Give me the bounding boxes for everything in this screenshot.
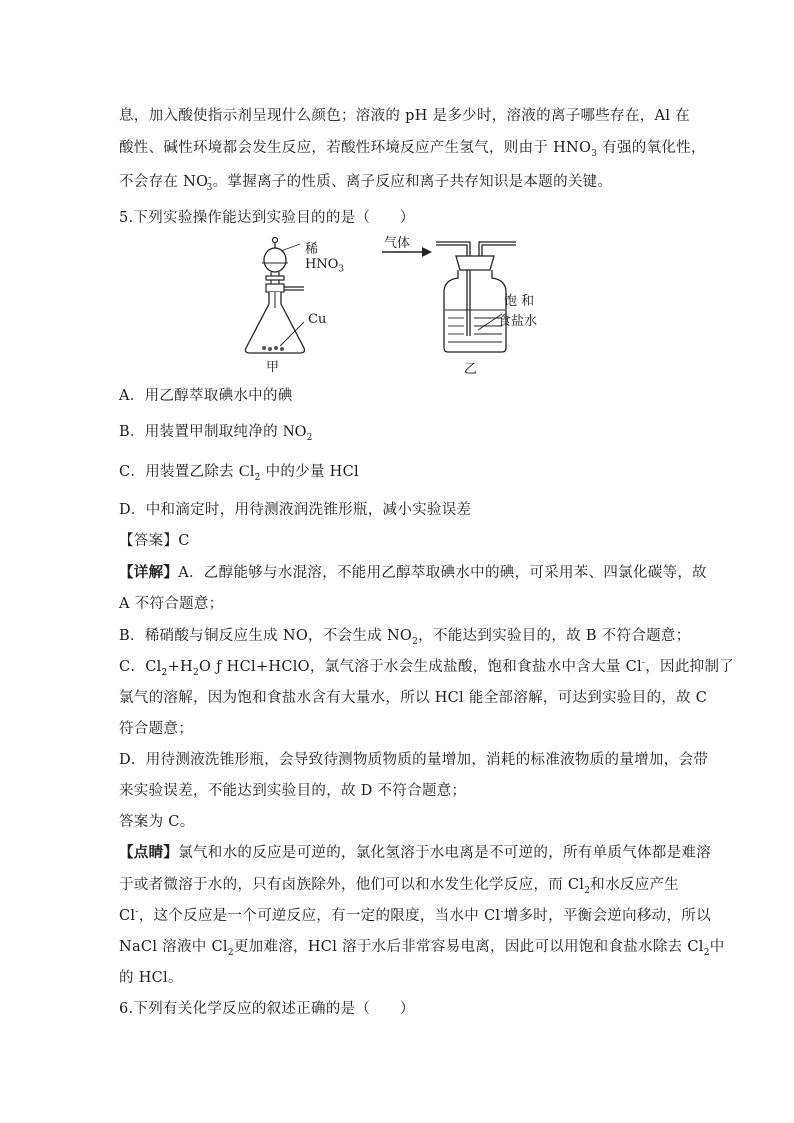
text: 中 — [709, 939, 725, 955]
conclusion — [119, 810, 195, 831]
option-b — [119, 420, 313, 443]
text: 的 HCl。 — [119, 970, 183, 986]
text: 中的少量 HCl — [260, 464, 359, 480]
text: 5.下列实验操作能达到实验目的的是（ ） — [119, 210, 415, 226]
detail-line-3 — [119, 624, 691, 647]
label-cu: Cu — [308, 312, 327, 327]
text: Cl — [119, 908, 136, 924]
caption-yi: 乙 — [464, 362, 478, 377]
note-line-1 — [119, 841, 711, 862]
label-salt-water: 食盐水 — [498, 314, 538, 329]
text: 不会存在 NO — [119, 174, 209, 190]
text: ，因此抑制了 — [645, 659, 735, 675]
detail-line-2 — [119, 592, 223, 613]
subscript: 2 — [161, 667, 168, 678]
text: D．用待测液洗锥形瓶，会导致待测物质物质的量增加，消耗的标准液物质的量增加，会带 — [119, 752, 709, 768]
text: 于或者微溶于水的，只有卤族除外，他们可以和水发生化学反应，而 Cl — [119, 877, 585, 893]
note-line-2 — [119, 873, 679, 896]
question-6-stem — [119, 997, 415, 1018]
text: ，这个反应是一个可逆反应，有一定的限度，当水中 Cl — [138, 908, 501, 924]
paragraph-line-1 — [119, 104, 690, 125]
detail-line-6 — [119, 717, 193, 738]
superscript: - — [641, 658, 646, 669]
text: 【答案】C — [119, 533, 190, 549]
detail-heading: 【详解】 — [119, 564, 179, 581]
note-line-3 — [119, 904, 711, 925]
text: B．稀硝酸与铜反应生成 NO，不会生成 NO — [119, 628, 413, 644]
formula: Cl — [238, 463, 255, 480]
text: A 不符合题意； — [119, 596, 224, 612]
label-saturated: 饱 和 — [504, 294, 535, 309]
text: 6.下列有关化学反应的叙述正确的是（ ） — [119, 1001, 415, 1017]
option-c — [119, 460, 359, 483]
text: 答案为 C。 — [119, 814, 195, 830]
superscript: - — [500, 907, 504, 918]
note-line-4 — [119, 935, 725, 958]
note-line-5 — [119, 966, 183, 987]
paragraph-line-3 — [119, 170, 612, 193]
option-a — [119, 384, 293, 405]
text: 酸性、碱性环境都会发生反应，若酸性环境反应产生氢气，则由于 HNO — [119, 140, 592, 156]
text: B．用装置甲制取纯净的 — [119, 424, 283, 440]
answer — [119, 529, 190, 550]
subscript: 2 — [412, 636, 419, 647]
detail-line-8 — [119, 779, 466, 800]
superscript: - — [135, 907, 139, 918]
text: A．乙醇能够与水混溶，不能用乙醇萃取碘水中的碘，可采用苯、四氯化碳等，故 — [178, 565, 707, 581]
paragraph-line-2 — [119, 136, 706, 159]
detail-line-5 — [119, 686, 707, 707]
text: 增多时，平衡会逆向移动，所以 — [503, 908, 711, 924]
detail-line-4 — [119, 655, 734, 678]
text: 。掌握离子的性质、离子反应和离子共存知识是本题的关键。 — [212, 174, 613, 190]
label-dilute-hno3 — [305, 238, 358, 275]
text: 氯气的溶解，因为饱和食盐水含有大量水，所以 HCl 能全部溶解，可达到实验目的，故 C — [119, 690, 708, 706]
label-gas: 气体 — [384, 236, 411, 251]
text: 息，加入酸使指示剂呈现什么颜色；溶液的 pH 是多少时，溶液的离子哪些存在，Al 在 — [119, 108, 690, 124]
text: O ƒ HCl+HClO，氯气溶于水会生成盐酸，饱和食盐水中含大量 Cl — [199, 659, 642, 675]
subscript: 2 — [254, 472, 261, 483]
text: C．用装置乙除去 — [119, 464, 239, 480]
figure-yi — [378, 234, 558, 376]
subscript: 2 — [703, 947, 710, 958]
figure-jia — [238, 236, 358, 376]
detail-line-1 — [119, 561, 707, 582]
text: 氯气和水的反应是可逆的，氯化氢溶于水电离是不可逆的，所有单质气体都是难溶 — [178, 845, 711, 861]
subscript: 3 — [338, 264, 345, 275]
text: 更加难溶，HCl 溶于水后非常容易电离，因此可以用饱和食盐水除去 Cl — [233, 939, 704, 955]
detail-line-7 — [119, 748, 708, 769]
subscript: 3 — [591, 148, 598, 159]
note-heading: 【点睛】 — [119, 844, 179, 861]
text: +H — [167, 659, 193, 675]
caption-jia: 甲 — [266, 360, 280, 375]
subscript: 3 — [206, 182, 213, 193]
text: 来实验误差，不能达到实验目的，故 D 不符合题意； — [119, 783, 467, 799]
text: NaCl 溶液中 Cl — [119, 939, 228, 955]
subscript: 2 — [306, 432, 313, 443]
subscript: 2 — [227, 947, 234, 958]
text: C．Cl — [119, 659, 162, 675]
text: 有强的氧化性， — [597, 140, 706, 156]
text: ，不能达到实验目的，故 B 不符合题意； — [418, 628, 691, 644]
formula: NO — [282, 423, 307, 440]
text: 和水反应产生 — [590, 877, 680, 893]
option-d — [119, 498, 471, 519]
question-5-stem — [119, 206, 415, 227]
text: A．用乙醇萃取碘水中的碘 — [119, 388, 293, 404]
text: 稀 HNO — [305, 242, 339, 272]
subscript: 2 — [584, 885, 591, 896]
subscript: 2 — [192, 667, 199, 678]
superscript: - — [208, 173, 212, 184]
text: 符合题意； — [119, 721, 193, 737]
text: D．中和滴定时，用待测液润洗锥形瓶，减小实验误差 — [119, 502, 472, 518]
